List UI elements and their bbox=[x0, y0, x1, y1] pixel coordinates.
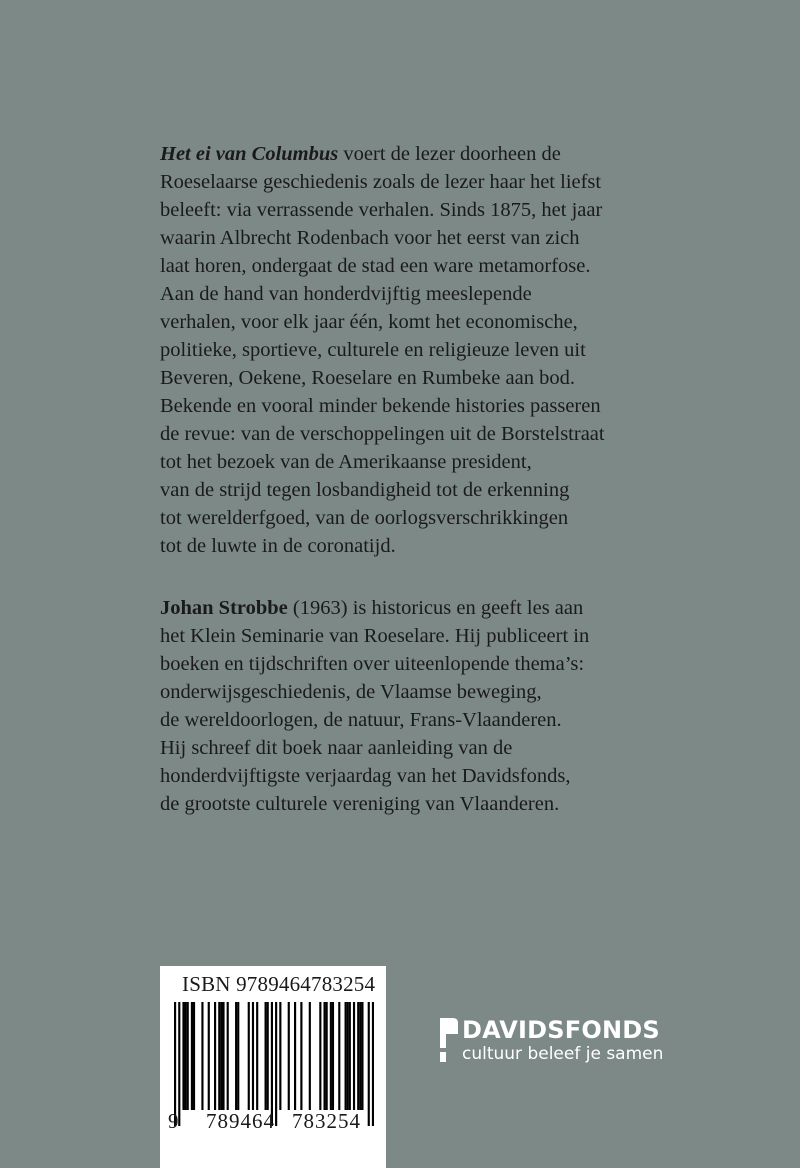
barcode-bar bbox=[248, 1002, 250, 1110]
barcode-bar bbox=[256, 1002, 258, 1110]
bio-line: honderdvijftigste verjaardag van het Davidsfonds, bbox=[160, 765, 571, 787]
blurb-line: van de strijd tegen losbandigheid tot de erkenning bbox=[160, 479, 570, 501]
barcode-bar bbox=[372, 1002, 374, 1126]
barcode-bar bbox=[222, 1002, 224, 1110]
blurb-line: de revue: van de verschoppelingen uit de Borstelstraat bbox=[160, 423, 605, 445]
blurb-line: tot de luwte in de coronatijd. bbox=[160, 535, 396, 557]
barcode-bar bbox=[279, 1002, 281, 1110]
barcode-digits bbox=[160, 1109, 386, 1135]
bio-line bbox=[160, 594, 680, 622]
author-name: Johan Strobbe bbox=[160, 597, 288, 619]
barcode-bar bbox=[300, 1002, 302, 1110]
barcode-bar bbox=[174, 1002, 176, 1126]
barcode-bar bbox=[326, 1002, 328, 1110]
blurb-paragraph bbox=[160, 140, 680, 560]
barcode-bar bbox=[332, 1002, 334, 1110]
davidsfonds-mark-icon bbox=[440, 1018, 458, 1062]
blurb-line: Roeselaarse geschiedenis zoals de lezer haar het liefst bbox=[160, 171, 602, 193]
blurb-line: politieke, sportieve, culturele en religieuze leven uit bbox=[160, 339, 586, 361]
blurb-line: tot werelderfgoed, van de oorlogsverschrikkingen bbox=[160, 507, 569, 529]
blurb-line bbox=[160, 140, 680, 168]
barcode-bar bbox=[201, 1002, 203, 1110]
barcode-bar bbox=[193, 1002, 195, 1110]
barcode-image bbox=[174, 1002, 374, 1126]
barcode-bar bbox=[357, 1002, 359, 1110]
barcode-panel bbox=[160, 966, 386, 1168]
publisher-tagline: cultuur beleef je samen bbox=[462, 1044, 664, 1064]
barcode-bar bbox=[271, 1002, 273, 1126]
barcode-bar bbox=[191, 1002, 193, 1110]
barcode-bar bbox=[323, 1002, 325, 1110]
blurb-line: laat horen, ondergaat de stad een ware metamorfose. bbox=[160, 255, 591, 277]
barcode-bar bbox=[359, 1002, 361, 1110]
blurb-line: Aan de hand van honderdvijftig meeslepende bbox=[160, 283, 532, 305]
barcode-bar bbox=[182, 1002, 184, 1110]
blurb-line: verhalen, voor elk jaar één, komt het economische, bbox=[160, 311, 578, 333]
barcode-bar bbox=[309, 1002, 311, 1110]
blurb-line: tot het bezoek van de Amerikaanse president, bbox=[160, 451, 532, 473]
barcode-bar bbox=[214, 1002, 216, 1110]
blurb-line: Beveren, Oekene, Roeselare en Rumbeke aan bod. bbox=[160, 367, 575, 389]
barcode-bar bbox=[275, 1002, 277, 1126]
barcode-bar bbox=[288, 1002, 290, 1110]
barcode-bar bbox=[267, 1002, 269, 1110]
barcode-bar bbox=[319, 1002, 321, 1110]
barcode-bar bbox=[338, 1002, 340, 1110]
bio-line: onderwijsgeschiedenis, de Vlaamse beweging, bbox=[160, 681, 542, 703]
barcode-left-digits: 789464 bbox=[206, 1109, 275, 1133]
barcode-bar bbox=[252, 1002, 254, 1110]
barcode-bar bbox=[218, 1002, 220, 1110]
barcode-bar bbox=[178, 1002, 180, 1126]
blurb-line-text: voert de lezer doorheen de bbox=[338, 143, 561, 165]
publisher-logo bbox=[440, 1016, 680, 1070]
barcode-bar bbox=[349, 1002, 351, 1110]
barcode-bar bbox=[235, 1002, 237, 1110]
bio-line: de grootste culturele vereniging van Vlaanderen. bbox=[160, 793, 560, 815]
barcode-bar bbox=[330, 1002, 332, 1110]
barcode-bar bbox=[368, 1002, 370, 1126]
bio-line-text: (1963) is historicus en geeft les aan bbox=[287, 597, 584, 619]
barcode-bar bbox=[353, 1002, 355, 1110]
blurb-line: waarin Albrecht Rodenbach voor het eerst van zich bbox=[160, 227, 580, 249]
publisher-name: DAVIDSFONDS bbox=[462, 1016, 660, 1044]
bio-line: de wereldoorlogen, de natuur, Frans-Vlaanderen. bbox=[160, 709, 562, 731]
barcode-bar bbox=[361, 1002, 363, 1110]
barcode-bar bbox=[185, 1002, 187, 1110]
barcode-bar bbox=[208, 1002, 210, 1110]
blurb-line: Bekende en vooral minder bekende histories passeren bbox=[160, 395, 601, 417]
barcode-bar bbox=[265, 1002, 267, 1110]
isbn-label: ISBN 9789464783254 bbox=[182, 972, 376, 996]
barcode-bar bbox=[345, 1002, 347, 1110]
barcode-bar bbox=[237, 1002, 239, 1110]
bio-line: Hij schreef dit boek naar aanleiding van de bbox=[160, 737, 513, 759]
blurb-line: beleeft: via verrassende verhalen. Sinds 1875, het jaar bbox=[160, 199, 603, 221]
author-bio bbox=[160, 594, 680, 818]
barcode-right-digits: 783254 bbox=[292, 1109, 361, 1133]
barcode-first-digit: 9 bbox=[168, 1109, 179, 1133]
bio-line: boeken en tijdschriften over uiteenlopende thema’s: bbox=[160, 653, 585, 675]
barcode-bar bbox=[220, 1002, 222, 1110]
bio-line: het Klein Seminarie van Roeselare. Hij publiceert in bbox=[160, 625, 590, 647]
barcode-bar bbox=[187, 1002, 189, 1110]
barcode-bar bbox=[347, 1002, 349, 1110]
barcode-bar bbox=[294, 1002, 296, 1110]
barcode-bar bbox=[227, 1002, 229, 1110]
book-title: Het ei van Columbus bbox=[160, 143, 339, 165]
